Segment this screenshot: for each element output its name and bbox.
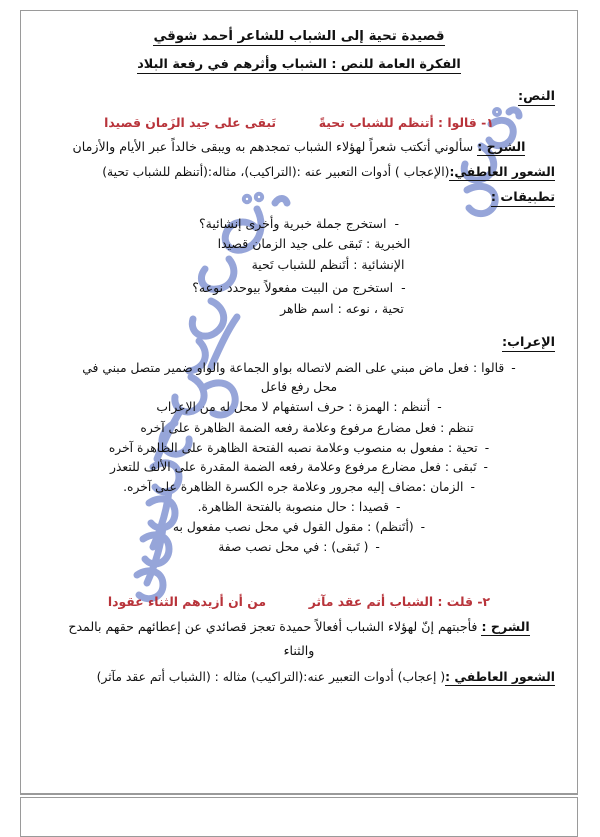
application-item bbox=[43, 215, 555, 275]
parsing-list bbox=[43, 360, 555, 557]
parsing-item bbox=[43, 459, 555, 476]
application-question bbox=[43, 279, 555, 298]
parsing-item bbox=[43, 440, 555, 457]
parsing-item-text bbox=[43, 519, 555, 536]
parsing-item-main: تحية : مفعول به منصوب وعلامة نصبه الفتحة الظاهرة على الظاهرة آخره bbox=[108, 440, 478, 455]
verse-2-feeling bbox=[43, 668, 555, 686]
parsing-item-text bbox=[43, 499, 555, 516]
application-question bbox=[43, 215, 555, 234]
parsing-item-text bbox=[43, 459, 555, 476]
page-title-text: قصيدة تحية إلى الشباب للشاعر أحمد شوقي bbox=[153, 29, 445, 44]
application-question-text: استخرج من البيت مفعولاً بيوحدد نوعه؟ bbox=[192, 280, 394, 296]
parsing-item-text bbox=[43, 479, 555, 496]
verse-1-explanation bbox=[43, 138, 555, 157]
application-answer: الإنشائية : أتَنظم للشباب تَحية bbox=[251, 256, 405, 272]
document-page-1 bbox=[20, 10, 578, 795]
parsing-item-main: تَبقى : فعل مضارع مرفوع وعلامة رفعه الضمة المقدرة على الألف للتعذر bbox=[110, 460, 477, 475]
general-idea-subtitle bbox=[43, 56, 555, 75]
verse-1-explanation-label: الشرح : bbox=[477, 139, 526, 155]
verse-1-number: ١- bbox=[481, 114, 494, 130]
parsing-item bbox=[43, 539, 555, 556]
parsing-item-continuation: محل رفع فاعل bbox=[260, 380, 338, 395]
verse-1-feeling-text: (الإعجاب ) أدوات التعبير عنه :(التراكيب)، مثاله:(أتنظم للشباب تحية) bbox=[102, 164, 450, 179]
parsing-item-main: أتنظم : الهمزة : حرف استفهام لا محل له من الإعراب bbox=[156, 399, 431, 414]
section-heading-text-label: النص: bbox=[518, 88, 555, 104]
page-2-content bbox=[21, 798, 577, 836]
bullet-dash: - bbox=[470, 480, 475, 495]
verse-2-explanation-label: الشرح : bbox=[481, 618, 530, 634]
application-question-text: استخرج جملة خبرية وأخرى إنشائية؟ bbox=[199, 215, 387, 231]
bullet-dash: - bbox=[484, 440, 490, 455]
page-title bbox=[43, 27, 555, 47]
section-heading-parsing bbox=[43, 334, 555, 353]
bullet-dash: - bbox=[375, 540, 380, 555]
verse-2-hemistich-2: من أن أزيدهم الثناء عقودا bbox=[107, 594, 267, 610]
general-idea-text: الفكرة العامة للنص : الشباب وأثرهم في رفعة البلاد bbox=[137, 56, 461, 72]
bullet-dash: - bbox=[483, 460, 488, 475]
spacer bbox=[43, 320, 555, 328]
section-heading-applications bbox=[43, 189, 555, 208]
application-answer: تحية ، نوعه : اسم ظاهر bbox=[280, 300, 404, 316]
application-item bbox=[43, 279, 555, 318]
bullet-dash: - bbox=[394, 215, 399, 231]
verse-1-hemistich-1: قالوا : أتنظم للشباب تحيةً bbox=[318, 114, 477, 130]
verse-2-feeling-label: الشعور العاطفي : bbox=[445, 669, 555, 684]
section-heading-applications-label: تطبيقات : bbox=[490, 189, 555, 205]
parsing-item bbox=[43, 519, 555, 536]
document-page-2 bbox=[20, 797, 578, 837]
bullet-dash: - bbox=[401, 280, 406, 296]
parsing-item-text bbox=[43, 360, 555, 377]
parsing-item bbox=[43, 499, 555, 516]
parsing-item-text bbox=[43, 440, 555, 457]
parsing-item bbox=[43, 479, 555, 496]
parsing-item-main: ( تَبقى) : في محل نصب صفة bbox=[218, 540, 369, 555]
verse-1-explanation-text: سألوني أتكتب شعراً لهؤلاء الشباب تمجدهم به ويبقى خالداً عبر الأيام والأزمان bbox=[72, 139, 474, 155]
applications-list bbox=[43, 215, 555, 319]
parsing-item-main: (أتَنظم) : مقول القول في محل نصب مفعول به bbox=[172, 520, 414, 535]
verse-2-explanation-continuation: والثناء bbox=[283, 643, 315, 659]
verse-2-explanation bbox=[43, 618, 555, 637]
verse-1-feeling-label: الشعور العاطفي: bbox=[449, 164, 555, 179]
parsing-item bbox=[43, 360, 555, 396]
bullet-dash: - bbox=[511, 361, 516, 376]
parsing-item-main: قالوا : فعل ماض مبني على الضم لاتصاله بواو الجماعة والواو ضمير متصل مبني في bbox=[82, 361, 505, 376]
spacer bbox=[43, 559, 555, 589]
verse-1 bbox=[43, 114, 555, 132]
bullet-dash: - bbox=[437, 399, 442, 414]
verse-2-feeling-text: ( إعجاب) أدوات التعبير عنه:(التراكيب) مثاله : (الشباب أتم عقد مآثر) bbox=[96, 669, 446, 684]
verse-2-hemistich-1: قلت : الشباب أتم عقد مآثر bbox=[308, 594, 474, 610]
verse-2 bbox=[43, 593, 555, 611]
verse-1-feeling bbox=[43, 163, 555, 181]
application-answer: الخبرية : تَبقى على جيد الزمان قصيدا bbox=[217, 236, 411, 252]
bullet-dash: - bbox=[395, 500, 401, 515]
parsing-item-main: الزمان :مضاف إليه مجرور وعلامة جره الكسرة الظاهرة على آخره. bbox=[123, 480, 464, 495]
parsing-item-text bbox=[43, 399, 555, 416]
parsing-item-main: قصيدا : حال منصوبة بالفتحة الظاهرة. bbox=[197, 500, 389, 515]
verse-2-number: ٢- bbox=[477, 594, 491, 610]
section-heading-text bbox=[43, 88, 555, 107]
parsing-item-text bbox=[43, 539, 555, 556]
section-heading-parsing-label: الإعراب: bbox=[502, 335, 555, 351]
parsing-item bbox=[43, 399, 555, 437]
parsing-item-sub: تنظم : فعل مضارع مرفوع وعلامة رفعه الضمة الظاهرة على آخره bbox=[140, 420, 474, 435]
page-1-content bbox=[21, 11, 577, 793]
verse-1-hemistich-2: تَبقى على جيد الزَمان قصيدا bbox=[104, 114, 277, 130]
verse-2-explanation-text: فأجبتهم إنّ لهؤلاء الشباب أفعالاً حميدة تعجز قصائدي عن إعطائهم حقهم بالمدح bbox=[68, 618, 478, 634]
bullet-dash: - bbox=[420, 520, 426, 535]
